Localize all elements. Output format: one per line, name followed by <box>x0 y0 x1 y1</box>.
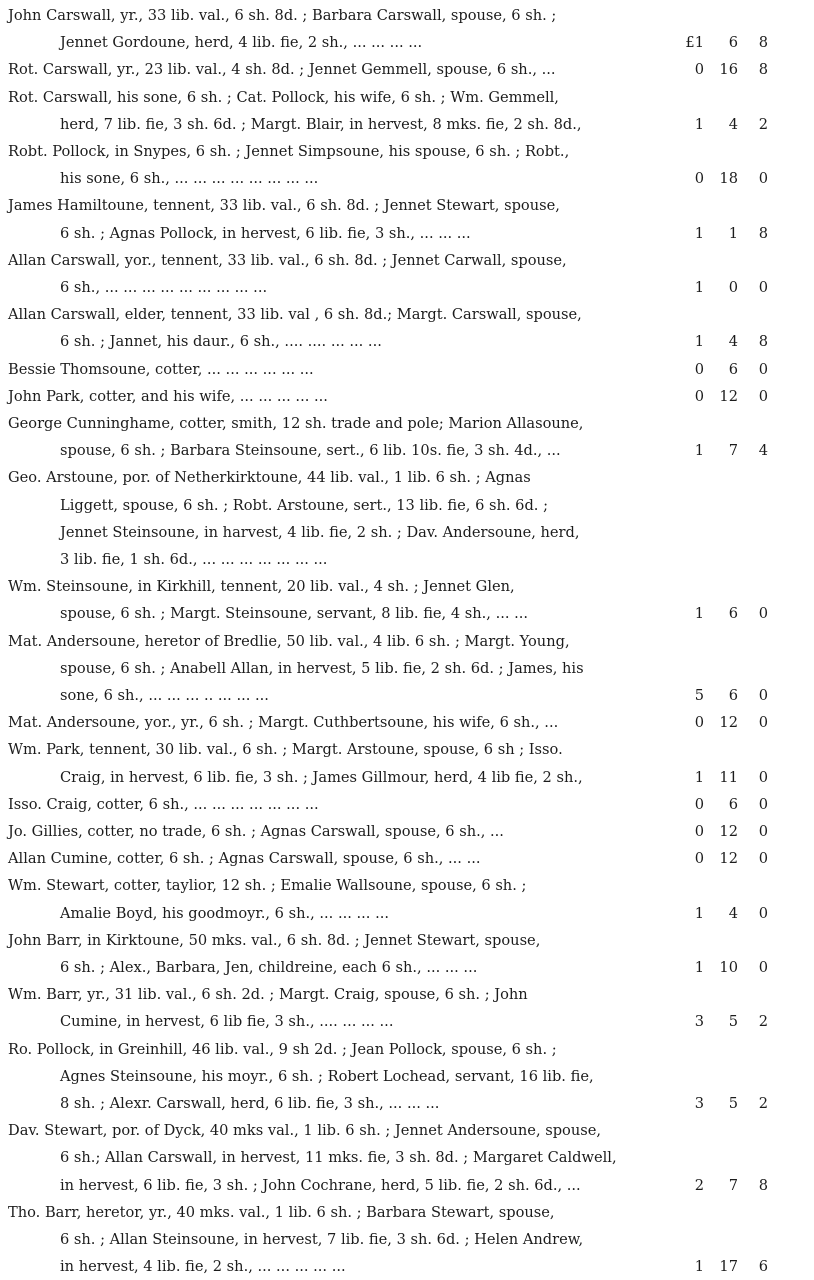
shillings-value: 4 <box>728 115 738 133</box>
pence-value: 0 <box>758 768 768 786</box>
entry-text: Agnes Steinsoune, his moyr., 6 sh. ; Robert Lochead, servant, 16 lib. fie, <box>60 1067 594 1085</box>
pence-value: 2 <box>758 115 768 133</box>
shillings-value: 6 <box>728 605 738 623</box>
entry-text: in hervest, 6 lib. fie, 3 sh. ; John Cochrane, herd, 5 lib. fie, 2 sh. 6d., ... <box>60 1176 581 1194</box>
entry-text: Liggett, spouse, 6 sh. ; Robt. Arstoune, sert., 13 lib. fie, 6 sh. 6d. ; <box>60 496 548 514</box>
entry-text: 6 sh. ; Alex., Barbara, Jen, childreine, each 6 sh., ... ... ... <box>60 958 478 976</box>
amount-columns <box>0 791 814 818</box>
entry-line <box>0 954 814 981</box>
pounds-value: 1 <box>694 958 704 976</box>
shillings-value: 6 <box>728 34 738 52</box>
shillings-value: 7 <box>728 1176 738 1194</box>
entry-line <box>0 1199 814 1226</box>
entry-line <box>0 573 814 600</box>
entry-text: Allan Carswall, yor., tennent, 33 lib. val., 6 sh. 8d. ; Jennet Carwall, spouse, <box>8 251 567 269</box>
entry-line <box>0 301 814 328</box>
entry-text: spouse, 6 sh. ; Margt. Steinsoune, servant, 8 lib. fie, 4 sh., ... ... <box>60 605 529 623</box>
shillings-value: 6 <box>728 795 738 813</box>
shillings-value: 1 <box>728 224 738 242</box>
entry-line <box>0 437 814 464</box>
ledger-entry <box>0 138 814 192</box>
pounds-value: 0 <box>694 823 704 840</box>
shillings-value: 7 <box>728 442 738 460</box>
shillings-value: 6 <box>728 686 738 704</box>
entry-text: herd, 7 lib. fie, 3 sh. 6d. ; Margt. Blair, in hervest, 8 mks. fie, 2 sh. 8d., <box>60 115 582 133</box>
shillings-value: 5 <box>728 1013 738 1031</box>
pounds-value: 0 <box>694 170 704 188</box>
entry-line <box>0 709 814 736</box>
entry-line <box>0 111 814 138</box>
pounds-value: 1 <box>694 1258 704 1276</box>
pence-value: 6 <box>758 1258 768 1276</box>
pence-value: 0 <box>758 904 768 922</box>
entry-line <box>0 818 814 845</box>
entry-text: Rot. Carswall, his sone, 6 sh. ; Cat. Pollock, his wife, 6 sh. ; Wm. Gemmell, <box>8 88 559 106</box>
ledger-entry <box>0 56 814 83</box>
pence-value: 0 <box>758 387 768 405</box>
ledger-entry <box>0 872 814 926</box>
pence-value: 0 <box>758 850 768 868</box>
shillings-value: 0 <box>728 278 738 296</box>
entry-line <box>0 791 814 818</box>
entry-text: Wm. Stewart, cotter, taylior, 12 sh. ; Emalie Wallsoune, spouse, 6 sh. ; <box>8 877 527 895</box>
entry-text: 6 sh. ; Allan Steinsoune, in hervest, 7 lib. fie, 3 sh. 6d. ; Helen Andrew, <box>60 1230 584 1248</box>
pounds-value: 1 <box>694 278 704 296</box>
entry-text: Jennet Gordoune, herd, 4 lib. fie, 2 sh., ... ... ... ... <box>60 34 423 52</box>
entry-line <box>0 220 814 247</box>
entry-line <box>0 1117 814 1144</box>
entry-text: 6 sh.; Allan Carswall, in hervest, 11 mks. fie, 3 sh. 8d. ; Margaret Caldwell, <box>60 1149 617 1167</box>
ledger-entry <box>0 1199 814 1280</box>
pounds-value: 5 <box>694 686 704 704</box>
entry-line <box>0 1008 814 1035</box>
pence-value: 8 <box>758 34 768 52</box>
entry-text: Craig, in hervest, 6 lib. fie, 3 sh. ; James Gillmour, herd, 4 lib fie, 2 sh., <box>60 768 583 786</box>
pounds-value: 1 <box>694 224 704 242</box>
shillings-value: 12 <box>719 714 738 732</box>
shillings-value: 4 <box>728 333 738 351</box>
entry-text: Cumine, in hervest, 6 lib fie, 3 sh., .... ... ... ... <box>60 1013 394 1031</box>
entry-text: John Park, cotter, and his wife, ... ... ... ... ... <box>8 387 328 405</box>
ledger-entry <box>0 301 814 355</box>
amount-columns <box>0 356 814 383</box>
entry-line <box>0 356 814 383</box>
entry-text: 6 sh. ; Agnas Pollock, in hervest, 6 lib. fie, 3 sh., ... ... ... <box>60 224 471 242</box>
pence-value: 8 <box>758 224 768 242</box>
entry-line <box>0 492 814 519</box>
shillings-value: 4 <box>728 904 738 922</box>
shillings-value: 18 <box>719 170 738 188</box>
entry-line <box>0 274 814 301</box>
entry-text: Jennet Steinsoune, in harvest, 4 lib. fie, 2 sh. ; Dav. Andersoune, herd, <box>60 523 580 541</box>
entry-line <box>0 383 814 410</box>
entry-text: Isso. Craig, cotter, 6 sh., ... ... ... ... ... ... ... <box>8 795 319 813</box>
pounds-value: 1 <box>694 333 704 351</box>
entry-text: Jo. Gillies, cotter, no trade, 6 sh. ; Agnas Carswall, spouse, 6 sh., ... <box>8 823 504 840</box>
entry-text: Robt. Pollock, in Snypes, 6 sh. ; Jennet Simpsoune, his spouse, 6 sh. ; Robt., <box>8 143 570 160</box>
amount-columns <box>0 56 814 83</box>
entry-line <box>0 736 814 763</box>
amount-columns <box>0 29 814 56</box>
ledger-entry <box>0 818 814 845</box>
pence-value: 0 <box>758 823 768 840</box>
pence-value: 4 <box>758 442 768 460</box>
ledger-entry <box>0 845 814 872</box>
entry-line <box>0 1226 814 1253</box>
pounds-value: 0 <box>694 850 704 868</box>
ledger-entry <box>0 464 814 573</box>
shillings-value: 17 <box>719 1258 738 1276</box>
pounds-value: 1 <box>694 442 704 460</box>
amount-columns <box>0 709 814 736</box>
amount-columns <box>0 1090 814 1117</box>
entry-line <box>0 1063 814 1090</box>
entry-text: John Barr, in Kirktoune, 50 mks. val., 6 sh. 8d. ; Jennet Stewart, spouse, <box>8 931 541 949</box>
ledger-entry <box>0 1036 814 1118</box>
entry-line <box>0 29 814 56</box>
pence-value: 8 <box>758 1176 768 1194</box>
amount-columns <box>0 165 814 192</box>
pence-value: 0 <box>758 958 768 976</box>
entry-line <box>0 519 814 546</box>
amount-columns <box>0 111 814 138</box>
pence-value: 0 <box>758 278 768 296</box>
entry-text: his sone, 6 sh., ... ... ... ... ... ... ... ... <box>60 170 319 188</box>
entry-line <box>0 1090 814 1117</box>
entry-line <box>0 628 814 655</box>
ledger-entry <box>0 736 814 790</box>
pounds-value: 0 <box>694 61 704 79</box>
entry-line <box>0 872 814 899</box>
entry-text: 8 sh. ; Alexr. Carswall, herd, 6 lib. fie, 3 sh., ... ... ... <box>60 1094 440 1112</box>
amount-columns <box>0 437 814 464</box>
pence-value: 8 <box>758 333 768 351</box>
pounds-value: 0 <box>694 360 704 378</box>
pence-value: 0 <box>758 360 768 378</box>
entry-text: Wm. Barr, yr., 31 lib. val., 6 sh. 2d. ; Margt. Craig, spouse, 6 sh. ; John <box>8 986 528 1004</box>
entry-line <box>0 546 814 573</box>
ledger-entry <box>0 247 814 301</box>
entry-text: spouse, 6 sh. ; Barbara Steinsoune, sert., 6 lib. 10s. fie, 3 sh. 4d., ... <box>60 442 561 460</box>
entry-text: Mat. Andersoune, heretor of Bredlie, 50 lib. val., 4 lib. 6 sh. ; Margt. Young, <box>8 632 570 650</box>
amount-columns <box>0 383 814 410</box>
entry-text: Wm. Park, tennent, 30 lib. val., 6 sh. ; Margt. Arstoune, spouse, 6 sh ; Isso. <box>8 741 563 759</box>
entry-text: John Carswall, yr., 33 lib. val., 6 sh. 8d. ; Barbara Carswall, spouse, 6 sh. ; <box>8 7 557 24</box>
ledger-entry <box>0 383 814 410</box>
entry-text: Rot. Carswall, yr., 23 lib. val., 4 sh. 8d. ; Jennet Gemmell, spouse, 6 sh., ... <box>8 61 556 79</box>
ledger-entry <box>0 981 814 1035</box>
ledger-entry <box>0 709 814 736</box>
ledger-entry <box>0 1117 814 1199</box>
ledger-entry <box>0 2 814 56</box>
pounds-value: 3 <box>694 1013 704 1031</box>
entry-text: 6 sh., ... ... ... ... ... ... ... ... ... <box>60 278 268 296</box>
shillings-value: 12 <box>719 387 738 405</box>
pence-value: 2 <box>758 1094 768 1112</box>
pounds-value: 0 <box>694 795 704 813</box>
entry-line <box>0 981 814 1008</box>
amount-columns <box>0 954 814 981</box>
entry-line <box>0 900 814 927</box>
pounds-value: £1 <box>685 34 704 52</box>
entry-line <box>0 165 814 192</box>
entry-line <box>0 1253 814 1280</box>
entry-text: Allan Cumine, cotter, 6 sh. ; Agnas Carswall, spouse, 6 sh., ... ... <box>8 850 481 868</box>
entry-line <box>0 927 814 954</box>
amount-columns <box>0 764 814 791</box>
ledger-entry <box>0 84 814 138</box>
entry-line <box>0 328 814 355</box>
shillings-value: 12 <box>719 823 738 840</box>
pence-value: 2 <box>758 1013 768 1031</box>
ledger-entry <box>0 356 814 383</box>
entry-line <box>0 192 814 219</box>
amount-columns <box>0 1008 814 1035</box>
entry-text: in hervest, 4 lib. fie, 2 sh., ... ... ... ... ... <box>60 1258 346 1276</box>
entry-line <box>0 1144 814 1171</box>
entry-text: Mat. Andersoune, yor., yr., 6 sh. ; Margt. Cuthbertsoune, his wife, 6 sh., ... <box>8 714 559 732</box>
ledger-entry <box>0 791 814 818</box>
amount-columns <box>0 546 814 573</box>
pence-value: 0 <box>758 686 768 704</box>
entry-text: Dav. Stewart, por. of Dyck, 40 mks val., 1 lib. 6 sh. ; Jennet Andersoune, spouse, <box>8 1122 602 1140</box>
entry-text: spouse, 6 sh. ; Anabell Allan, in hervest, 5 lib. fie, 2 sh. 6d. ; James, his <box>60 659 584 677</box>
entry-text: Ro. Pollock, in Greinhill, 46 lib. val., 9 sh 2d. ; Jean Pollock, spouse, 6 sh. ; <box>8 1040 557 1058</box>
pence-value: 0 <box>758 714 768 732</box>
entry-line <box>0 247 814 274</box>
entry-line <box>0 84 814 111</box>
entry-text: Tho. Barr, heretor, yr., 40 mks. val., 1 lib. 6 sh. ; Barbara Stewart, spouse, <box>8 1203 555 1221</box>
entry-line <box>0 764 814 791</box>
pounds-value: 1 <box>694 115 704 133</box>
amount-columns <box>0 274 814 301</box>
entry-text: 6 sh. ; Jannet, his daur., 6 sh., .... .... ... ... ... <box>60 333 382 351</box>
amount-columns <box>0 1253 814 1280</box>
pounds-value: 1 <box>694 605 704 623</box>
pounds-value: 1 <box>694 768 704 786</box>
entry-line <box>0 410 814 437</box>
shillings-value: 10 <box>719 958 738 976</box>
pounds-value: 3 <box>694 1094 704 1112</box>
ledger-entry <box>0 573 814 627</box>
amount-columns <box>0 900 814 927</box>
shillings-value: 16 <box>719 61 738 79</box>
entry-line <box>0 600 814 627</box>
entry-line <box>0 138 814 165</box>
entry-line <box>0 56 814 83</box>
pence-value: 0 <box>758 170 768 188</box>
pounds-value: 0 <box>694 714 704 732</box>
pence-value: 0 <box>758 605 768 623</box>
entry-line <box>0 845 814 872</box>
entry-text: George Cunninghame, cotter, smith, 12 sh. trade and pole; Marion Allasoune, <box>8 415 584 432</box>
entry-text: sone, 6 sh., ... ... ... .. ... ... ... <box>60 686 269 704</box>
amount-columns <box>0 220 814 247</box>
ledger-entry <box>0 192 814 246</box>
pence-value: 0 <box>758 795 768 813</box>
entry-text: Amalie Boyd, his goodmoyr., 6 sh., ... ... ... ... <box>60 904 389 922</box>
amount-columns <box>0 818 814 845</box>
entry-line <box>0 655 814 682</box>
entry-text: Geo. Arstoune, por. of Netherkirktoune, 44 lib. val., 1 lib. 6 sh. ; Agnas <box>8 469 531 487</box>
amount-columns <box>0 682 814 709</box>
ledger-entry <box>0 927 814 981</box>
entry-text: Bessie Thomsoune, cotter, ... ... ... ... ... ... <box>8 360 314 378</box>
entry-text: Wm. Steinsoune, in Kirkhill, tennent, 20 lib. val., 4 sh. ; Jennet Glen, <box>8 578 515 596</box>
amount-columns <box>0 328 814 355</box>
pounds-value: 1 <box>694 904 704 922</box>
entry-line <box>0 1036 814 1063</box>
shillings-value: 11 <box>719 768 738 786</box>
pounds-value: 2 <box>694 1176 704 1194</box>
entry-text: 3 lib. fie, 1 sh. 6d., ... ... ... ... ... ... ... <box>60 550 328 568</box>
entry-line <box>0 2 814 29</box>
shillings-value: 6 <box>728 360 738 378</box>
amount-columns <box>0 600 814 627</box>
shillings-value: 12 <box>719 850 738 868</box>
entry-text: James Hamiltoune, tennent, 33 lib. val., 6 sh. 8d. ; Jennet Stewart, spouse, <box>8 197 560 215</box>
pounds-value: 0 <box>694 387 704 405</box>
ledger-entry <box>0 628 814 710</box>
entry-line <box>0 464 814 491</box>
pence-value: 8 <box>758 61 768 79</box>
ledger-entry <box>0 410 814 464</box>
shillings-value: 5 <box>728 1094 738 1112</box>
entry-text: Allan Carswall, elder, tennent, 33 lib. val , 6 sh. 8d.; Margt. Carswall, spouse, <box>8 306 582 324</box>
entry-line <box>0 682 814 709</box>
amount-columns <box>0 845 814 872</box>
